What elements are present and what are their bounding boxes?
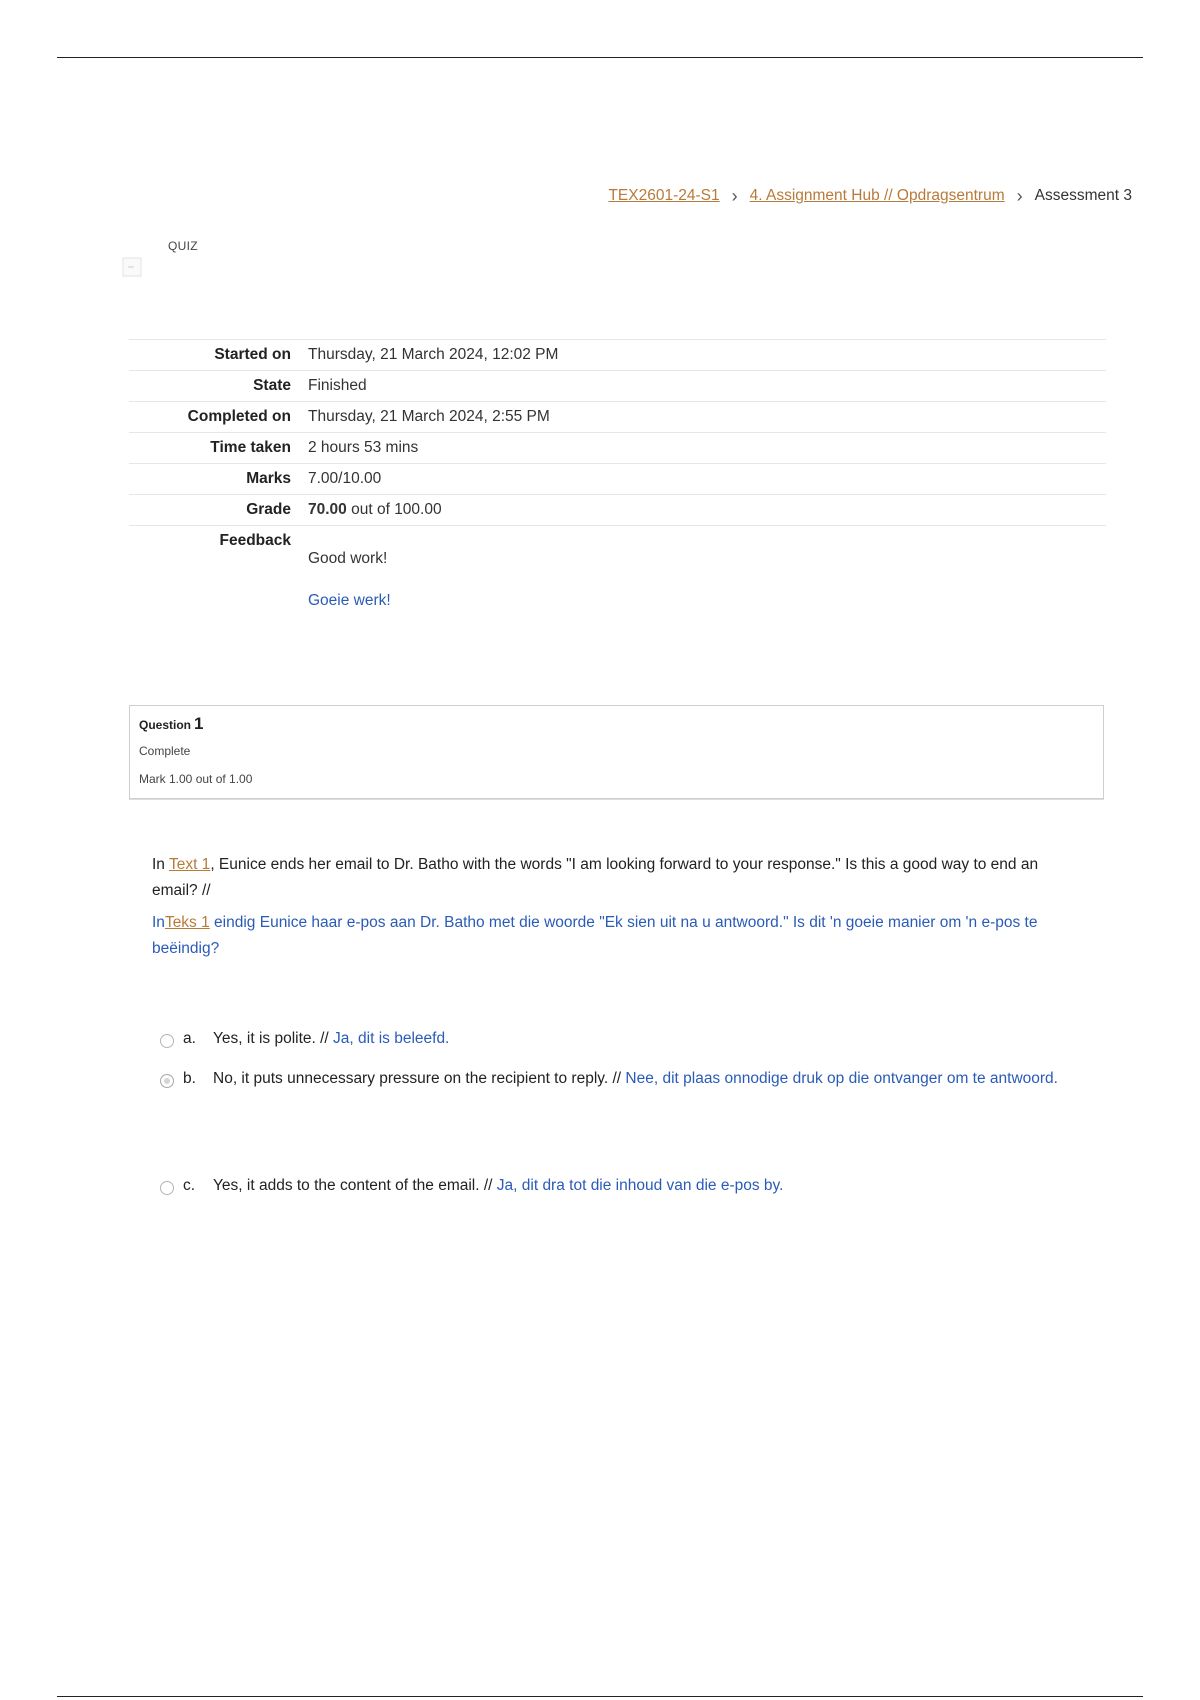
option-letter: a. [183,1030,196,1047]
attempt-summary-table [129,339,1106,616]
option-text-afrikaans: Ja, dit is beleefd. [333,1030,450,1047]
question-en-prefix: In [152,856,169,873]
summary-row-completed [129,402,1106,433]
breadcrumb-course-link[interactable]: TEX2601-24-S1 [608,187,720,204]
started-on-label: Started on [214,346,291,363]
option-letter: c. [183,1177,196,1194]
top-rule [57,57,1143,58]
question-number-value: 1 [194,714,204,733]
answer-option-a[interactable] [160,1026,1060,1052]
question-info-box [129,705,1104,799]
summary-row-feedback [129,526,1106,617]
option-text-afrikaans: Ja, dit dra tot die inhoud van die e-pos by. [496,1177,784,1194]
answer-option-c[interactable] [160,1173,1060,1199]
grade-value [308,495,1106,526]
text-1-link[interactable]: Text 1 [168,856,211,873]
option-text-afrikaans: Nee, dit plaas onnodige druk op die ontvanger om te antwoord. [625,1070,1058,1087]
summary-row-marks [129,464,1106,495]
feedback-afrikaans: Goeie werk! [308,592,391,609]
option-text [213,1026,1060,1052]
feedback-value [308,526,1106,617]
completed-on-value: Thursday, 21 March 2024, 2:55 PM [308,408,550,425]
breadcrumb-section-link[interactable]: 4. Assignment Hub // Opdragsentrum [749,187,1005,204]
question-text-english [152,852,1082,904]
chevron-right-icon: › [1016,186,1023,206]
marks-label: Marks [246,470,291,487]
question-state: Complete [139,744,191,758]
question-mark: Mark 1.00 out of 1.00 [139,772,253,786]
radio-option-c[interactable] [160,1181,174,1195]
feedback-label: Feedback [219,532,291,549]
state-value: Finished [308,377,367,394]
summary-row-started [129,340,1106,371]
question-text-afrikaans [152,910,1082,962]
summary-row-state [129,371,1106,402]
summary-row-time [129,433,1106,464]
grade-score: 70.00 [308,501,347,518]
breadcrumb-current: Assessment 3 [1034,187,1132,204]
marks-value: 7.00/10.00 [308,470,382,487]
time-taken-label: Time taken [210,439,291,456]
radio-option-a[interactable] [160,1034,174,1048]
grade-label: Grade [246,501,291,518]
teks-1-link[interactable]: Teks 1 [164,914,210,931]
feedback-english: Good work! [308,550,388,567]
quiz-icon [122,257,142,277]
option-text-english: No, it puts unnecessary pressure on the recipient to reply. // [213,1070,626,1087]
question-number [139,714,1094,734]
summary-row-grade [129,495,1106,526]
option-letter: b. [183,1070,196,1087]
started-on-value: Thursday, 21 March 2024, 12:02 PM [308,346,559,363]
radio-option-b[interactable] [160,1074,174,1088]
bottom-rule [57,1696,1143,1697]
question-af-prefix: In [152,914,165,931]
time-taken-value: 2 hours 53 mins [308,439,419,456]
option-text-english: Yes, it adds to the content of the email. // [213,1177,497,1194]
option-text [213,1066,1060,1092]
question-text [152,852,1082,962]
question-af-body: eindig Eunice haar e-pos aan Dr. Batho met die woorde "Ek sien uit na u antwoord." Is dit 'n goeie manier om 'n e-pos te beëindig? [152,914,1038,957]
grade-suffix: out of 100.00 [346,501,442,518]
breadcrumb [608,187,1132,205]
state-label: State [253,377,291,394]
question-en-body: , Eunice ends her email to Dr. Batho with the words "I am looking forward to your response." Is this a good way to end an email? // [152,856,1039,899]
completed-on-label: Completed on [187,408,291,425]
chevron-right-icon: › [731,186,738,206]
option-text-english: Yes, it is polite. // [213,1030,334,1047]
option-text [213,1173,1060,1199]
activity-type-label: QUIZ [168,239,198,253]
question-label: Question [139,718,192,732]
answer-option-b[interactable] [160,1066,1060,1092]
